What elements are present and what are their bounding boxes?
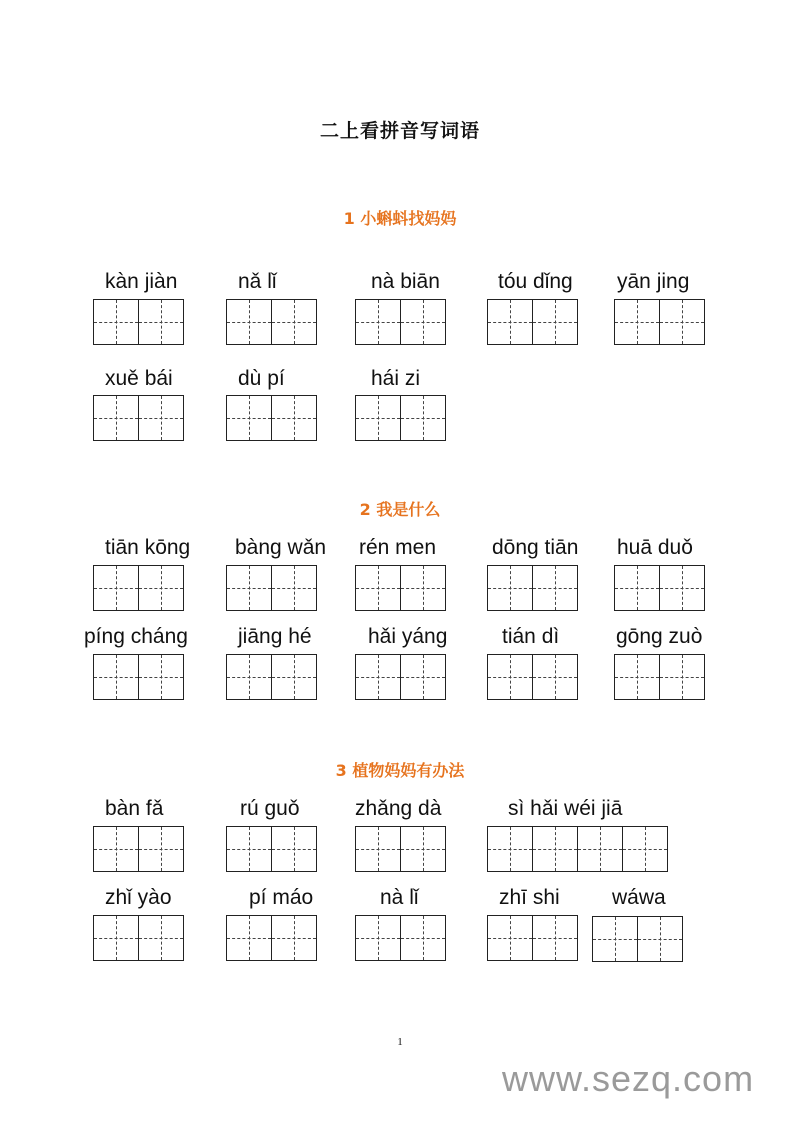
writing-cell[interactable]: [614, 565, 660, 611]
writing-boxes[interactable]: [93, 565, 183, 611]
pinyin-label: jiāng hé: [238, 625, 312, 648]
writing-cell[interactable]: [355, 654, 401, 700]
writing-boxes[interactable]: [355, 565, 445, 611]
writing-cell[interactable]: [226, 654, 272, 700]
writing-boxes[interactable]: [93, 915, 183, 961]
pinyin-label: zhī shi: [499, 886, 560, 909]
writing-cell[interactable]: [355, 299, 401, 345]
writing-cell[interactable]: [400, 565, 446, 611]
writing-boxes[interactable]: [614, 654, 704, 700]
writing-cell[interactable]: [400, 299, 446, 345]
pinyin-label: pí máo: [249, 886, 314, 909]
pinyin-label: nà lǐ: [380, 886, 419, 909]
writing-cell[interactable]: [138, 395, 184, 441]
pinyin-label: bàn fǎ: [105, 797, 164, 820]
writing-boxes[interactable]: [614, 299, 704, 345]
writing-cell[interactable]: [355, 395, 401, 441]
writing-cell[interactable]: [271, 565, 317, 611]
writing-cell[interactable]: [487, 565, 533, 611]
writing-cell[interactable]: [271, 826, 317, 872]
writing-cell[interactable]: [271, 395, 317, 441]
writing-cell[interactable]: [138, 299, 184, 345]
writing-cell[interactable]: [487, 826, 533, 872]
writing-cell[interactable]: [93, 565, 139, 611]
writing-cell[interactable]: [138, 915, 184, 961]
writing-boxes[interactable]: [226, 915, 316, 961]
pinyin-label: dù pí: [238, 367, 285, 390]
writing-cell[interactable]: [355, 915, 401, 961]
page-title: 二上看拼音写词语: [319, 120, 480, 142]
writing-boxes[interactable]: [226, 826, 316, 872]
writing-cell[interactable]: [271, 915, 317, 961]
writing-cell[interactable]: [226, 299, 272, 345]
writing-cell[interactable]: [400, 826, 446, 872]
writing-boxes[interactable]: [226, 565, 316, 611]
writing-boxes[interactable]: [93, 395, 183, 441]
writing-boxes[interactable]: [487, 299, 577, 345]
pinyin-label: nà biān: [371, 270, 440, 293]
writing-boxes[interactable]: [592, 916, 682, 962]
writing-cell[interactable]: [487, 654, 533, 700]
writing-boxes[interactable]: [355, 915, 445, 961]
watermark: www.sezq.com: [502, 1058, 755, 1099]
writing-cell[interactable]: [93, 395, 139, 441]
writing-cell[interactable]: [138, 826, 184, 872]
writing-cell[interactable]: [659, 565, 705, 611]
pinyin-label: tiān kōng: [105, 536, 191, 559]
pinyin-label: kàn jiàn: [105, 270, 178, 293]
writing-cell[interactable]: [614, 299, 660, 345]
writing-cell[interactable]: [614, 654, 660, 700]
pinyin-label: wáwa: [612, 886, 666, 909]
pinyin-label: píng cháng: [84, 625, 188, 648]
writing-cell[interactable]: [592, 916, 638, 962]
writing-boxes[interactable]: [93, 826, 183, 872]
writing-boxes-four[interactable]: [487, 826, 667, 872]
pinyin-label: hái zi: [371, 367, 421, 390]
writing-cell[interactable]: [532, 654, 578, 700]
writing-cell[interactable]: [226, 395, 272, 441]
writing-cell[interactable]: [355, 826, 401, 872]
writing-boxes[interactable]: [355, 395, 445, 441]
writing-cell[interactable]: [138, 565, 184, 611]
writing-cell[interactable]: [271, 654, 317, 700]
section-heading-3: 3 植物妈妈有办法: [335, 761, 465, 780]
writing-cell[interactable]: [532, 826, 578, 872]
writing-cell[interactable]: [400, 915, 446, 961]
writing-cell[interactable]: [138, 654, 184, 700]
page-number: 1: [397, 1036, 403, 1048]
writing-cell[interactable]: [93, 299, 139, 345]
writing-boxes[interactable]: [355, 826, 445, 872]
pinyin-label: gōng zuò: [616, 625, 703, 648]
writing-cell[interactable]: [532, 565, 578, 611]
writing-boxes[interactable]: [614, 565, 704, 611]
writing-cell[interactable]: [226, 915, 272, 961]
pinyin-label: rú guǒ: [240, 797, 300, 820]
writing-cell[interactable]: [400, 395, 446, 441]
writing-cell[interactable]: [637, 916, 683, 962]
section-heading-1: 1 小蝌蚪找妈妈: [343, 209, 457, 228]
writing-boxes[interactable]: [355, 654, 445, 700]
writing-cell[interactable]: [226, 565, 272, 611]
writing-cell[interactable]: [400, 654, 446, 700]
writing-cell[interactable]: [93, 826, 139, 872]
writing-boxes[interactable]: [226, 654, 316, 700]
pinyin-label: nǎ lǐ: [238, 270, 277, 293]
pinyin-label: hǎi yáng: [368, 625, 448, 648]
writing-cell[interactable]: [487, 915, 533, 961]
pinyin-label: tián dì: [502, 625, 560, 648]
writing-boxes[interactable]: [355, 299, 445, 345]
writing-cell[interactable]: [577, 826, 623, 872]
pinyin-label: dōng tiān: [492, 536, 579, 559]
pinyin-label: rén men: [359, 536, 437, 559]
writing-boxes[interactable]: [93, 299, 183, 345]
writing-boxes[interactable]: [226, 395, 316, 441]
pinyin-label: yān jing: [617, 270, 690, 293]
pinyin-label: huā duǒ: [617, 536, 693, 559]
writing-boxes[interactable]: [487, 654, 577, 700]
writing-boxes[interactable]: [226, 299, 316, 345]
writing-cell[interactable]: [355, 565, 401, 611]
writing-cell[interactable]: [659, 654, 705, 700]
writing-cell[interactable]: [93, 915, 139, 961]
writing-boxes[interactable]: [93, 654, 183, 700]
writing-cell[interactable]: [271, 299, 317, 345]
writing-cell[interactable]: [622, 826, 668, 872]
pinyin-label: xuě bái: [105, 367, 173, 390]
writing-cell[interactable]: [532, 299, 578, 345]
writing-boxes[interactable]: [487, 565, 577, 611]
writing-cell[interactable]: [93, 654, 139, 700]
writing-cell[interactable]: [226, 826, 272, 872]
section-heading-2: 2 我是什么: [359, 500, 441, 519]
writing-cell[interactable]: [532, 915, 578, 961]
writing-cell[interactable]: [487, 299, 533, 345]
pinyin-label: bàng wǎn: [235, 536, 327, 559]
writing-boxes[interactable]: [487, 915, 577, 961]
pinyin-label: tóu dǐng: [498, 270, 573, 293]
pinyin-label: zhǎng dà: [355, 797, 442, 820]
pinyin-label: sì hǎi wéi jiā: [508, 797, 623, 820]
pinyin-label: zhǐ yào: [105, 886, 172, 909]
writing-cell[interactable]: [659, 299, 705, 345]
